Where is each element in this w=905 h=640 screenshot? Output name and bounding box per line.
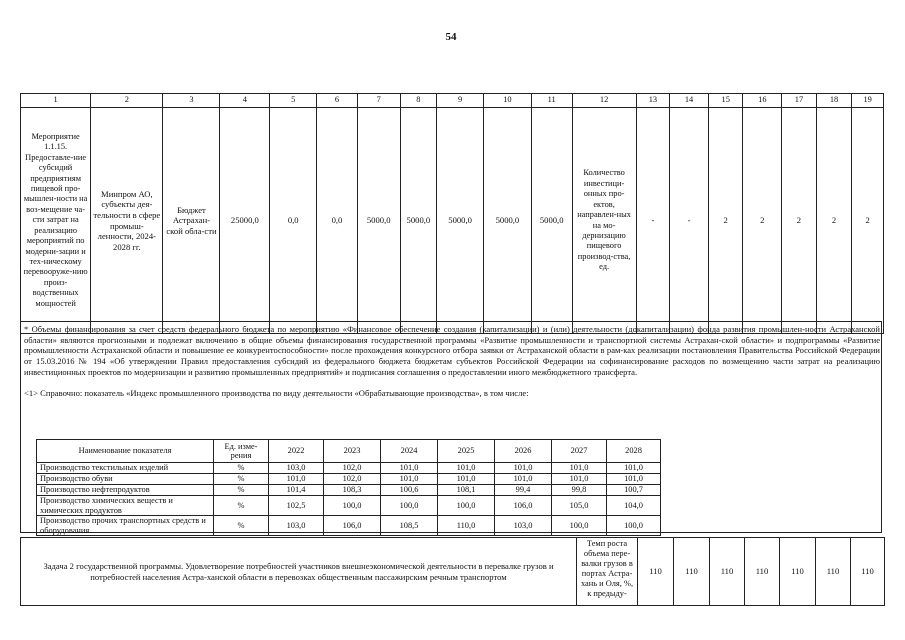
- indicator-name: Производство прочих транспортных средств и оборудования: [37, 516, 214, 536]
- task-table: [20, 537, 885, 606]
- value-cell: 101,0: [607, 474, 661, 485]
- value-cell: 101,0: [381, 463, 438, 474]
- column-number: 3: [163, 94, 220, 108]
- value-cell: -: [670, 108, 709, 334]
- value-cell: 100,6: [381, 485, 438, 496]
- header-cell: 2022: [269, 440, 324, 463]
- column-number: 15: [708, 94, 743, 108]
- value-cell: 2: [782, 108, 817, 334]
- value-cell: 102,0: [324, 474, 381, 485]
- task-row: [21, 538, 885, 606]
- column-number: 1: [21, 94, 91, 108]
- value-cell: 110: [674, 538, 710, 606]
- value-cell: 103,0: [269, 516, 324, 536]
- column-number: 17: [782, 94, 817, 108]
- value-cell: 100,0: [324, 496, 381, 516]
- main-table: [20, 93, 884, 334]
- header-cell: 2023: [324, 440, 381, 463]
- header-cell: 2028: [607, 440, 661, 463]
- table-row: [37, 485, 661, 496]
- column-number: 9: [437, 94, 484, 108]
- column-number: 8: [400, 94, 437, 108]
- value-cell: 101,0: [495, 463, 552, 474]
- unit-cell: %: [214, 516, 269, 536]
- indicator-name: Производство текстильных изделий: [37, 463, 214, 474]
- column-number: 7: [357, 94, 400, 108]
- indicator-table: [36, 439, 661, 536]
- value-cell: 100,0: [607, 516, 661, 536]
- value-cell: 101,0: [269, 474, 324, 485]
- table-row: [37, 463, 661, 474]
- value-cell: 110: [710, 538, 745, 606]
- value-cell: 0,0: [317, 108, 358, 334]
- header-cell: 2026: [495, 440, 552, 463]
- header-cell: Наименование показателя: [37, 440, 214, 463]
- value-cell: 100,7: [607, 485, 661, 496]
- indicator-name: Производство обуви: [37, 474, 214, 485]
- value-cell: 102,0: [324, 463, 381, 474]
- table-row: [37, 516, 661, 536]
- column-number: 2: [91, 94, 163, 108]
- table-row: [37, 474, 661, 485]
- value-cell: 101,0: [607, 463, 661, 474]
- value-cell: 101,0: [438, 463, 495, 474]
- task-description: Задача 2 государственной программы. Удовлетворение потребностей участников внешнеэкономической деятельности в перевалке грузов и потребностей населения Астра-ханской области в перевозках общественным пассажирским речным транспортом: [21, 538, 577, 606]
- indicator-name: Производство нефтепродуктов: [37, 485, 214, 496]
- column-number: 12: [572, 94, 636, 108]
- unit-cell: %: [214, 485, 269, 496]
- value-cell: 110: [638, 538, 674, 606]
- indicator-name: Производство химических веществ и химических продуктов: [37, 496, 214, 516]
- header-cell: Ед. изме-рения: [214, 440, 269, 463]
- page-number: 54: [445, 31, 457, 43]
- value-cell: 103,0: [269, 463, 324, 474]
- column-number: 16: [743, 94, 782, 108]
- value-cell: 103,0: [495, 516, 552, 536]
- value-cell: 5000,0: [437, 108, 484, 334]
- value-cell: 5000,0: [400, 108, 437, 334]
- value-cell: 101,0: [495, 474, 552, 485]
- column-number: 13: [636, 94, 670, 108]
- value-cell: 102,5: [269, 496, 324, 516]
- funding-source-cell: Бюджет Астрахан-ской обла-сти: [163, 108, 220, 334]
- indicator-header-row: [37, 440, 661, 463]
- column-number: 18: [816, 94, 852, 108]
- value-cell: 2: [816, 108, 852, 334]
- value-cell: 101,0: [381, 474, 438, 485]
- value-cell: 0,0: [270, 108, 317, 334]
- value-cell: 106,0: [495, 496, 552, 516]
- value-cell: 5000,0: [531, 108, 572, 334]
- total-cell: 25000,0: [220, 108, 270, 334]
- column-number: 10: [484, 94, 532, 108]
- value-cell: 99,8: [552, 485, 607, 496]
- value-cell: 110: [745, 538, 780, 606]
- value-cell: 100,0: [552, 516, 607, 536]
- value-cell: 5000,0: [484, 108, 532, 334]
- column-number: 4: [220, 94, 270, 108]
- value-cell: 108,1: [438, 485, 495, 496]
- measure-cell: Мероприятие 1.1.15. Предоставле-ние субсидий предприятиям пищевой про-мышлен-ности на воз-мещение ча-сти затрат на реализацию мероприятий по модерни-зации и тех-ническому перевооруже-нию произ-водственных мощностей: [21, 108, 91, 334]
- column-number: 14: [670, 94, 709, 108]
- reference-note: <1> Справочно: показатель «Индекс промышленного производства по виду деятельности «Обрабатывающие производства», в том числе:: [24, 388, 529, 398]
- value-cell: 101,0: [438, 474, 495, 485]
- value-cell: 2: [743, 108, 782, 334]
- unit-cell: %: [214, 463, 269, 474]
- value-cell: 106,0: [324, 516, 381, 536]
- value-cell: 101,4: [269, 485, 324, 496]
- unit-cell: %: [214, 474, 269, 485]
- column-number: 19: [852, 94, 884, 108]
- column-number-row: [21, 94, 884, 108]
- value-cell: 101,0: [552, 463, 607, 474]
- value-cell: 101,0: [552, 474, 607, 485]
- table-row: [37, 496, 661, 516]
- measure-row: [21, 108, 884, 334]
- header-cell: 2024: [381, 440, 438, 463]
- footnote-text: * Объемы финансирования за счет средств федерального бюджета по мероприятию «Финансовое обеспечение создания (капитализации) и (или) деятельности (докапитализации) фонда развития промышлен-ности Астраханской области» являются прогнозными и подлежат включению в общие объемы финансирования государственной программы «Развитие промышленности и транспортной системы Астрахан-ской области» и подпрограммы «Развитие промышленности Астраханской области и повышение ее конкурентоспособности» после прохождения конкурсного отбора заявки от Астраханской области в рам-ках реализации постановления Правительства Российской Федерации от 15.03.2016 № 194 «Об утверждении Правил предоставления субсидий из федерального бюджета бюджетам субъектов Российской Федерации на софинансирование расходов по возмещению части затрат на реализацию инвестиционных проектов по модернизации и развитию промышленных предприятий» и подписания соглашения о предоставлении иного межбюджетного трансферта.: [24, 324, 880, 377]
- column-number: 11: [531, 94, 572, 108]
- value-cell: 110: [816, 538, 851, 606]
- value-cell: 110: [780, 538, 816, 606]
- column-number: 6: [317, 94, 358, 108]
- value-cell: -: [636, 108, 670, 334]
- unit-cell: %: [214, 496, 269, 516]
- value-cell: 2: [852, 108, 884, 334]
- value-cell: 100,0: [438, 496, 495, 516]
- value-cell: 5000,0: [357, 108, 400, 334]
- header-cell: 2027: [552, 440, 607, 463]
- value-cell: 108,3: [324, 485, 381, 496]
- value-cell: 104,0: [607, 496, 661, 516]
- executor-cell: Минпром АО, субъекты дея-тельности в сфере промыш-ленности, 2024-2028 гг.: [91, 108, 163, 334]
- value-cell: 99,4: [495, 485, 552, 496]
- value-cell: 2: [708, 108, 743, 334]
- value-cell: 110,0: [438, 516, 495, 536]
- header-cell: 2025: [438, 440, 495, 463]
- column-number: 5: [270, 94, 317, 108]
- value-cell: 110: [851, 538, 885, 606]
- value-cell: 105,0: [552, 496, 607, 516]
- task-indicator: Темп роста объема пере-валки грузов в портах Астра-хань и Оля, %, к предыду-: [577, 538, 638, 606]
- value-cell: 100,0: [381, 496, 438, 516]
- indicator-cell: Количество инвестици-онных про-ектов, направлен-ных на мо-дернизацию пищевого производ-ства, ед.: [572, 108, 636, 334]
- value-cell: 108,5: [381, 516, 438, 536]
